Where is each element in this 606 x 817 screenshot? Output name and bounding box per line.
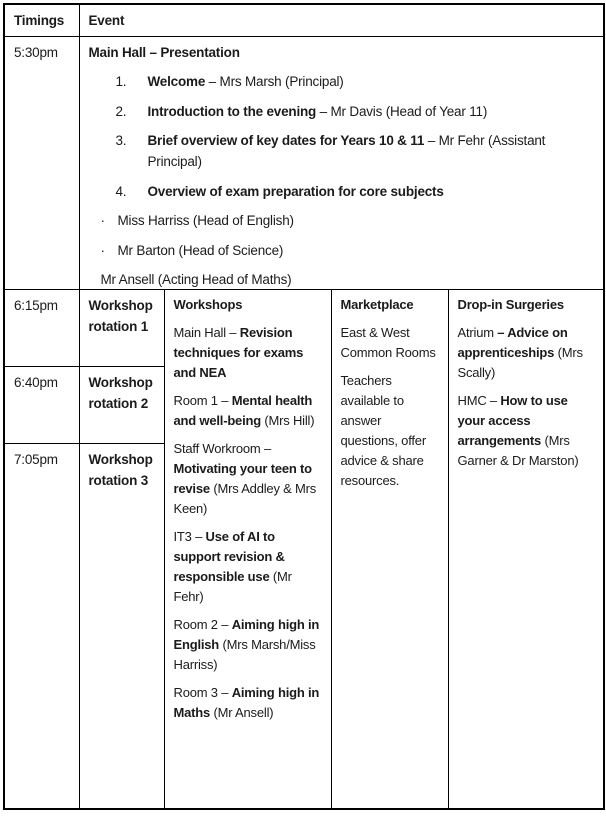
workshop-item-4 — [174, 527, 325, 607]
workshop-presenter: (Mrs Marsh/Miss Harriss) — [173, 636, 316, 672]
agenda-item-4 — [89, 181, 598, 202]
time-cell-615: 6:15pm — [4, 289, 79, 366]
presentation-cell — [79, 36, 604, 289]
workshop-presenter: (Mr Ansell) — [210, 704, 274, 720]
surgeries-header: Drop-in Surgeries — [457, 296, 564, 312]
workshop-title: Revision techniques for exams and NEA — [173, 324, 304, 380]
presentation-row — [4, 36, 604, 289]
surgery-item-1 — [458, 323, 598, 383]
item-title: Introduction to the evening — [147, 103, 317, 119]
surgery-title: – Advice on apprenticeships — [457, 324, 568, 360]
surgery-item-2 — [458, 391, 598, 471]
bullet-marker: · — [100, 213, 105, 228]
workshop-presenter: (Mrs Addley & Mrs Keen) — [173, 480, 317, 516]
bullet-marker: Mr Ansell (Acting Head of Maths) — [100, 272, 292, 287]
agenda-item-2 — [89, 101, 598, 122]
workshop-item-2 — [174, 391, 325, 431]
surgery-title: How to use your access arrangements — [457, 392, 568, 448]
workshop-presenter: (Mrs Hill) — [260, 412, 315, 428]
marketplace-cell — [331, 289, 448, 809]
rotation-label-3: Workshop rotation 3 — [79, 443, 164, 809]
presentation-title: Main Hall – Presentation — [88, 44, 240, 60]
item-title: Brief overview of key dates for Years 10 & 11 — [147, 133, 425, 148]
bullet-marker: · — [100, 242, 105, 258]
schedule-table — [3, 3, 605, 810]
workshop-location: Room 2 – — [173, 616, 232, 632]
item-title: Welcome — [147, 74, 206, 89]
workshop-item-5 — [174, 615, 325, 675]
item-number: 2. — [115, 103, 127, 119]
item-detail: – Mrs Marsh (Principal) — [205, 74, 344, 89]
workshop-item-6 — [174, 683, 325, 723]
workshop-item-1 — [174, 323, 325, 383]
marketplace-location: East & West Common Rooms — [340, 324, 436, 360]
item-detail: – Mr Davis (Head of Year 11) — [316, 103, 488, 119]
item-number: 3. — [115, 133, 127, 148]
time-cell-640: 6:40pm — [4, 366, 79, 443]
surgeries-cell — [448, 289, 604, 809]
marketplace-description: Teachers available to answer questions, offer advice & share resources. — [340, 372, 426, 488]
workshop-location: Main Hall – — [173, 324, 240, 340]
workshop-presenter: (Mr Fehr) — [173, 568, 292, 604]
item-number: 4. — [115, 183, 127, 199]
workshop-location: IT3 – — [173, 528, 206, 544]
marketplace-header: Marketplace — [340, 296, 414, 312]
workshop-title: Motivating your teen to revise — [173, 460, 312, 496]
item-number: 1. — [115, 74, 127, 89]
rotation-row-1 — [4, 289, 604, 366]
surgery-location: HMC – — [457, 392, 501, 408]
presenter-bullet-1 — [89, 210, 598, 231]
time-cell-530: 5:30pm — [4, 36, 79, 289]
workshops-header: Workshops — [173, 296, 243, 312]
agenda-item-3 — [89, 130, 598, 172]
workshop-location: Staff Workroom – — [173, 440, 271, 456]
header-event: Event — [79, 4, 604, 36]
header-row — [4, 4, 604, 36]
surgery-location: Atrium — [457, 324, 498, 340]
workshop-item-3 — [174, 439, 325, 519]
workshop-title: Aiming high in Maths — [173, 684, 320, 720]
header-timings: Timings — [4, 4, 79, 36]
presenter-name: Mr Barton (Head of Science) — [117, 242, 284, 258]
presenter-name: Miss Harriss (Head of English) — [117, 213, 294, 228]
workshop-title: Mental health and well-being — [173, 392, 313, 428]
workshop-location: Room 1 – — [173, 392, 232, 408]
rotation-label-2: Workshop rotation 2 — [79, 366, 164, 443]
workshop-title: Aiming high in English — [173, 616, 320, 652]
time-cell-705: 7:05pm — [4, 443, 79, 809]
workshop-title: Use of AI to support revision & responsible use — [173, 528, 285, 584]
agenda-item-1 — [89, 71, 598, 92]
presenter-bullet-2 — [89, 240, 598, 261]
workshop-location: Room 3 – — [173, 684, 232, 700]
item-detail: – Mr Fehr (Assistant Principal) — [147, 133, 546, 169]
rotation-label-1: Workshop rotation 1 — [79, 289, 164, 366]
workshops-cell — [164, 289, 331, 809]
surgery-presenter: (Mrs Garner & Dr Marston) — [457, 432, 579, 468]
item-title: Overview of exam preparation for core subjects — [147, 183, 444, 199]
surgery-presenter: (Mrs Scally) — [457, 344, 583, 380]
